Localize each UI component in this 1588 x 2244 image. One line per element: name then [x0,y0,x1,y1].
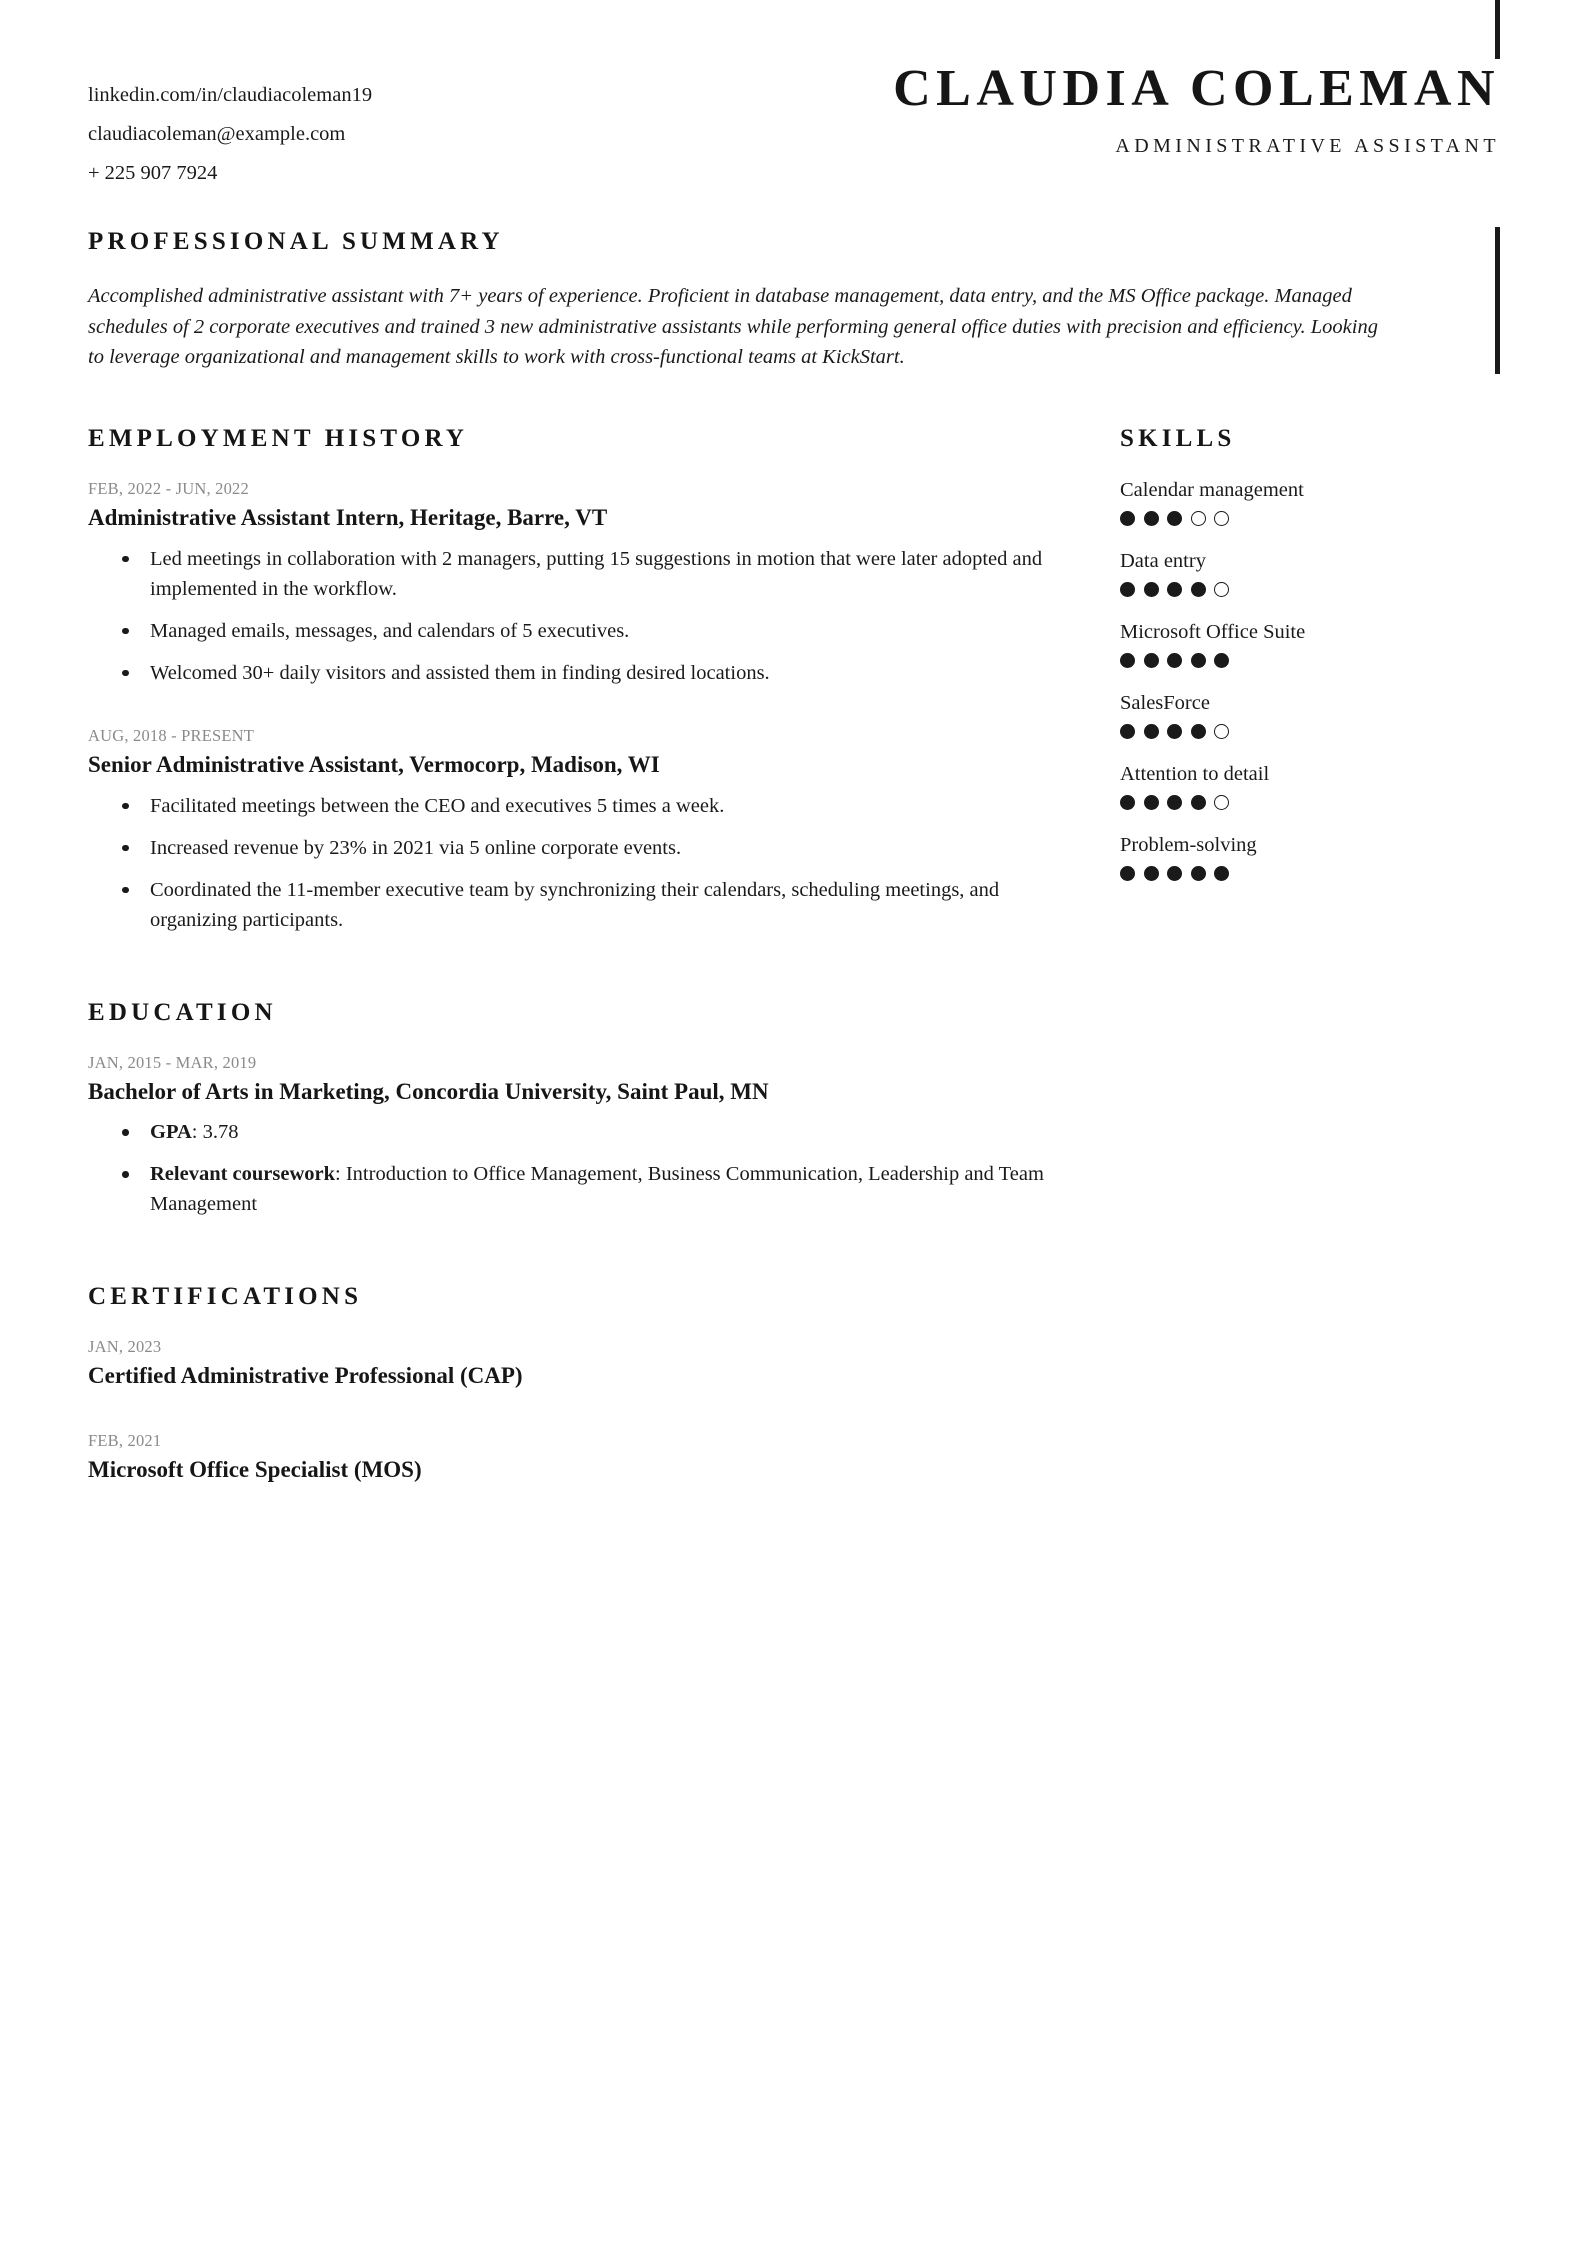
candidate-job-title: ADMINISTRATIVE ASSISTANT [1115,135,1500,158]
name-title-block [893,62,1500,158]
rating-dot-filled [1120,653,1135,668]
section-heading-employment: EMPLOYMENT HISTORY [88,425,469,452]
certification-entry [88,1431,1088,1485]
employment-entry-bullets [88,791,1088,935]
bullet-text: : Introduction to Office Management, Business Communication, Leadership and Team Management [150,1163,1044,1216]
skill-name: Calendar management [1120,479,1304,501]
rating-dot-filled [1167,511,1182,526]
list-item: Coordinated the 11-member executive team by synchronizing their calendars, scheduling meetings, and organizing participants. [88,875,1088,935]
contact-email[interactable]: claudiacoleman@example.com [88,123,346,145]
rating-dot-filled [1167,724,1182,739]
resume-header [0,0,1588,215]
skill-rating-dots [1120,582,1510,597]
skill-item [1120,621,1510,668]
rating-dot-empty [1214,724,1229,739]
rating-dot-filled [1120,511,1135,526]
rating-dot-filled [1191,866,1206,881]
section-heading-education: EDUCATION [88,998,277,1026]
bullet-label: GPA [150,1121,192,1144]
rating-dot-empty [1214,511,1229,526]
employment-entry-date: AUG, 2018 - PRESENT [88,725,255,745]
education-entry-date: JAN, 2015 - MAR, 2019 [88,1052,257,1072]
rating-dot-filled [1144,795,1159,810]
rating-dot-filled [1120,866,1135,881]
contact-phone[interactable]: + 225 907 7924 [88,162,218,184]
bullet-label: Relevant coursework [150,1163,336,1186]
skills-column [1120,425,1510,905]
list-item: Welcomed 30+ daily visitors and assisted them in finding desired locations. [88,658,1088,688]
rating-dot-filled [1144,653,1159,668]
rating-dot-filled [1191,724,1206,739]
skill-name: SalesForce [1120,692,1210,714]
skill-item [1120,763,1510,810]
section-heading-summary: PROFESSIONAL SUMMARY [88,228,504,255]
rating-dot-filled [1167,653,1182,668]
certification-entry-date: FEB, 2021 [88,1431,162,1450]
main-column [88,425,1088,1485]
skill-item [1120,479,1510,526]
list-item: Led meetings in collaboration with 2 managers, putting 15 suggestions in motion that were later adopted and implemented in the workflow. [88,544,1088,604]
rating-dot-filled [1120,795,1135,810]
employment-history-section [88,425,1088,935]
rating-dot-filled [1144,866,1159,881]
list-item: Facilitated meetings between the CEO and executives 5 times a week. [88,791,1088,821]
rating-dot-empty [1214,582,1229,597]
skill-rating-dots [1120,511,1510,526]
rating-dot-filled [1191,795,1206,810]
list-item: Increased revenue by 23% in 2021 via 5 online corporate events. [88,833,1088,863]
education-entry-title: Bachelor of Arts in Marketing, Concordia University, Saint Paul, MN [88,1078,769,1104]
rating-dot-filled [1144,582,1159,597]
list-item [88,1117,1088,1147]
rating-dot-empty [1191,511,1206,526]
employment-entry-bullets [88,544,1088,688]
contact-info [88,76,372,193]
rating-dot-filled [1167,582,1182,597]
employment-entry-title: Administrative Assistant Intern, Heritage, Barre, VT [88,505,608,530]
employment-entry [88,726,1088,935]
list-item [88,1159,1088,1219]
skill-name: Data entry [1120,550,1206,572]
section-heading-skills: SKILLS [1120,425,1236,452]
rating-dot-filled [1120,582,1135,597]
rating-dot-filled [1167,795,1182,810]
rating-dot-filled [1214,866,1229,881]
rating-dot-filled [1214,653,1229,668]
skill-item [1120,550,1510,597]
professional-summary-section [88,228,1422,373]
employment-entry-date: FEB, 2022 - JUN, 2022 [88,479,249,498]
certification-entry [88,1337,1088,1391]
skill-rating-dots [1120,724,1510,739]
skill-item [1120,692,1510,739]
employment-entry [88,479,1088,688]
list-item: Managed emails, messages, and calendars of 5 executives. [88,616,1088,646]
employment-entry-title: Senior Administrative Assistant, Vermocorp, Madison, WI [88,751,660,777]
rating-dot-filled [1144,724,1159,739]
rating-dot-filled [1191,653,1206,668]
certification-entry-title: Microsoft Office Specialist (MOS) [88,1457,422,1482]
rating-dot-filled [1120,724,1135,739]
certifications-section [88,1283,1088,1485]
skills-list [1120,479,1510,881]
education-entry-bullets [88,1117,1088,1219]
rating-dot-filled [1144,511,1159,526]
summary-text: Accomplished administrative assistant with 7+ years of experience. Proficient in database management, data entry, and the MS Office package. Managed schedules of 2 corporate executives and trained 3 new administrative assistants while performing general office duties with precision and efficiency. Looking to leverage organizational and management skills to work with cross-functional teams at KickStart. [88,285,1378,368]
skill-name: Microsoft Office Suite [1120,621,1306,643]
certification-entry-date: JAN, 2023 [88,1337,162,1357]
rating-dot-filled [1167,866,1182,881]
education-section [88,999,1088,1220]
rating-dot-filled [1191,582,1206,597]
contact-linkedin[interactable]: linkedin.com/in/claudiacoleman19 [88,84,373,106]
bullet-text: : 3.78 [191,1121,239,1144]
candidate-name: CLAUDIA COLEMAN [893,60,1500,117]
skill-rating-dots [1120,795,1510,810]
rating-dot-empty [1214,795,1229,810]
skill-item [1120,834,1510,881]
certification-entry-title: Certified Administrative Professional (CAP) [88,1363,523,1389]
skill-rating-dots [1120,653,1510,668]
section-heading-certifications: CERTIFICATIONS [88,1283,363,1311]
skill-name: Problem-solving [1120,834,1257,856]
education-entry [88,1053,1088,1220]
skill-rating-dots [1120,866,1510,881]
accent-bar-middle [1495,227,1500,374]
skill-name: Attention to detail [1120,763,1270,785]
